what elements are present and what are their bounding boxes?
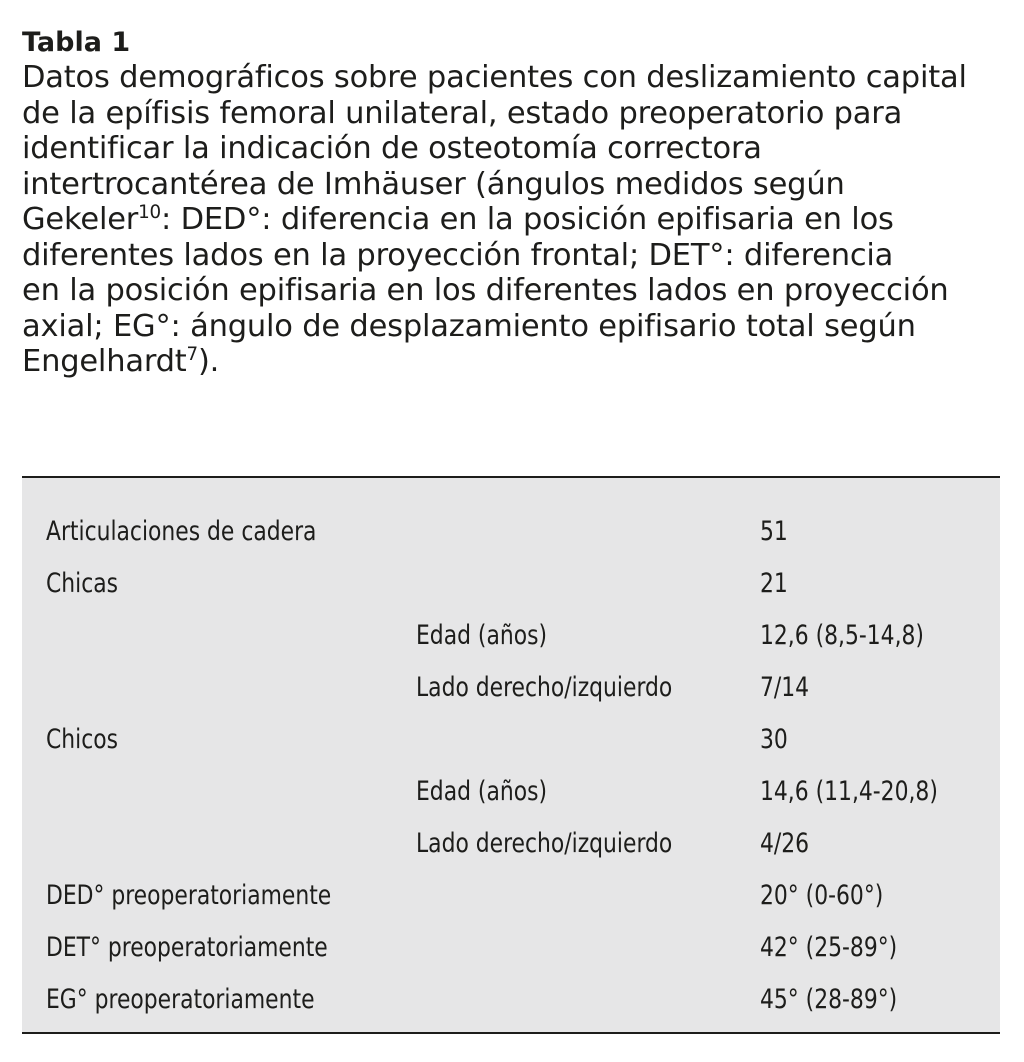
row-value: 45° (28-89°): [760, 984, 898, 1015]
row-value: 51: [760, 516, 788, 547]
row-value: 20° (0-60°): [760, 880, 884, 911]
caption-line: axial; EG°: ángulo de desplazamiento epifisario total según: [22, 308, 916, 344]
caption-text-segment: Gekeler: [22, 202, 139, 237]
row-sublabel: Edad (años): [416, 620, 547, 651]
table-row: [22, 922, 1000, 974]
caption-line: [22, 344, 1002, 380]
row-value: 14,6 (11,4-20,8): [760, 776, 938, 807]
data-table: [22, 476, 1000, 1034]
caption-line: identificar la indicación de osteotomía correctora: [22, 131, 762, 166]
row-value: 30: [760, 724, 788, 755]
caption-line: [22, 202, 1002, 238]
caption-text: [22, 60, 1002, 380]
caption-line: Datos demográficos sobre pacientes con deslizamiento capital: [22, 60, 967, 95]
reference-superscript: 10: [138, 201, 161, 223]
row-value: 42° (25-89°): [760, 932, 898, 963]
row-sublabel: Edad (años): [416, 776, 547, 807]
table-row: [22, 818, 1000, 870]
row-label: Chicas: [46, 568, 119, 599]
row-label: EG° preoperatoriamente: [46, 984, 315, 1015]
caption-text-segment: ).: [197, 344, 220, 379]
table-row: [22, 662, 1000, 714]
caption-text-segment: : DED°: diferencia en la posición epifisaria en los: [161, 202, 894, 237]
row-value: 4/26: [760, 828, 810, 859]
row-label: Articulaciones de cadera: [46, 516, 317, 547]
row-value: 12,6 (8,5-14,8): [760, 620, 924, 651]
row-value: 21: [760, 568, 788, 599]
table-row: [22, 870, 1000, 922]
table-row: [22, 714, 1000, 766]
row-value: 7/14: [760, 672, 810, 703]
caption-line: de la epífisis femoral unilateral, estado preoperatorio para: [22, 95, 903, 131]
reference-superscript: 7: [186, 343, 198, 365]
caption-line: diferentes lados en la proyección frontal; DET°: diferencia: [22, 237, 894, 273]
table-row: [22, 610, 1000, 662]
table-row: [22, 506, 1000, 558]
caption-line: intertrocantérea de Imhäuser (ángulos medidos según: [22, 166, 845, 202]
row-sublabel: Lado derecho/izquierdo: [416, 672, 673, 703]
caption-line: en la posición epifisaria en los diferentes lados en proyección: [22, 273, 949, 308]
table-row: [22, 558, 1000, 610]
row-sublabel: Lado derecho/izquierdo: [416, 828, 673, 859]
table-row: [22, 974, 1000, 1026]
table-title: Tabla 1: [22, 27, 131, 58]
table-row: [22, 766, 1000, 818]
row-label: Chicos: [46, 724, 118, 755]
caption-text-segment: Engelhardt: [22, 344, 187, 379]
table-caption: [22, 26, 1002, 380]
row-label: DED° preoperatoriamente: [46, 880, 332, 911]
row-label: DET° preoperatoriamente: [46, 932, 328, 963]
